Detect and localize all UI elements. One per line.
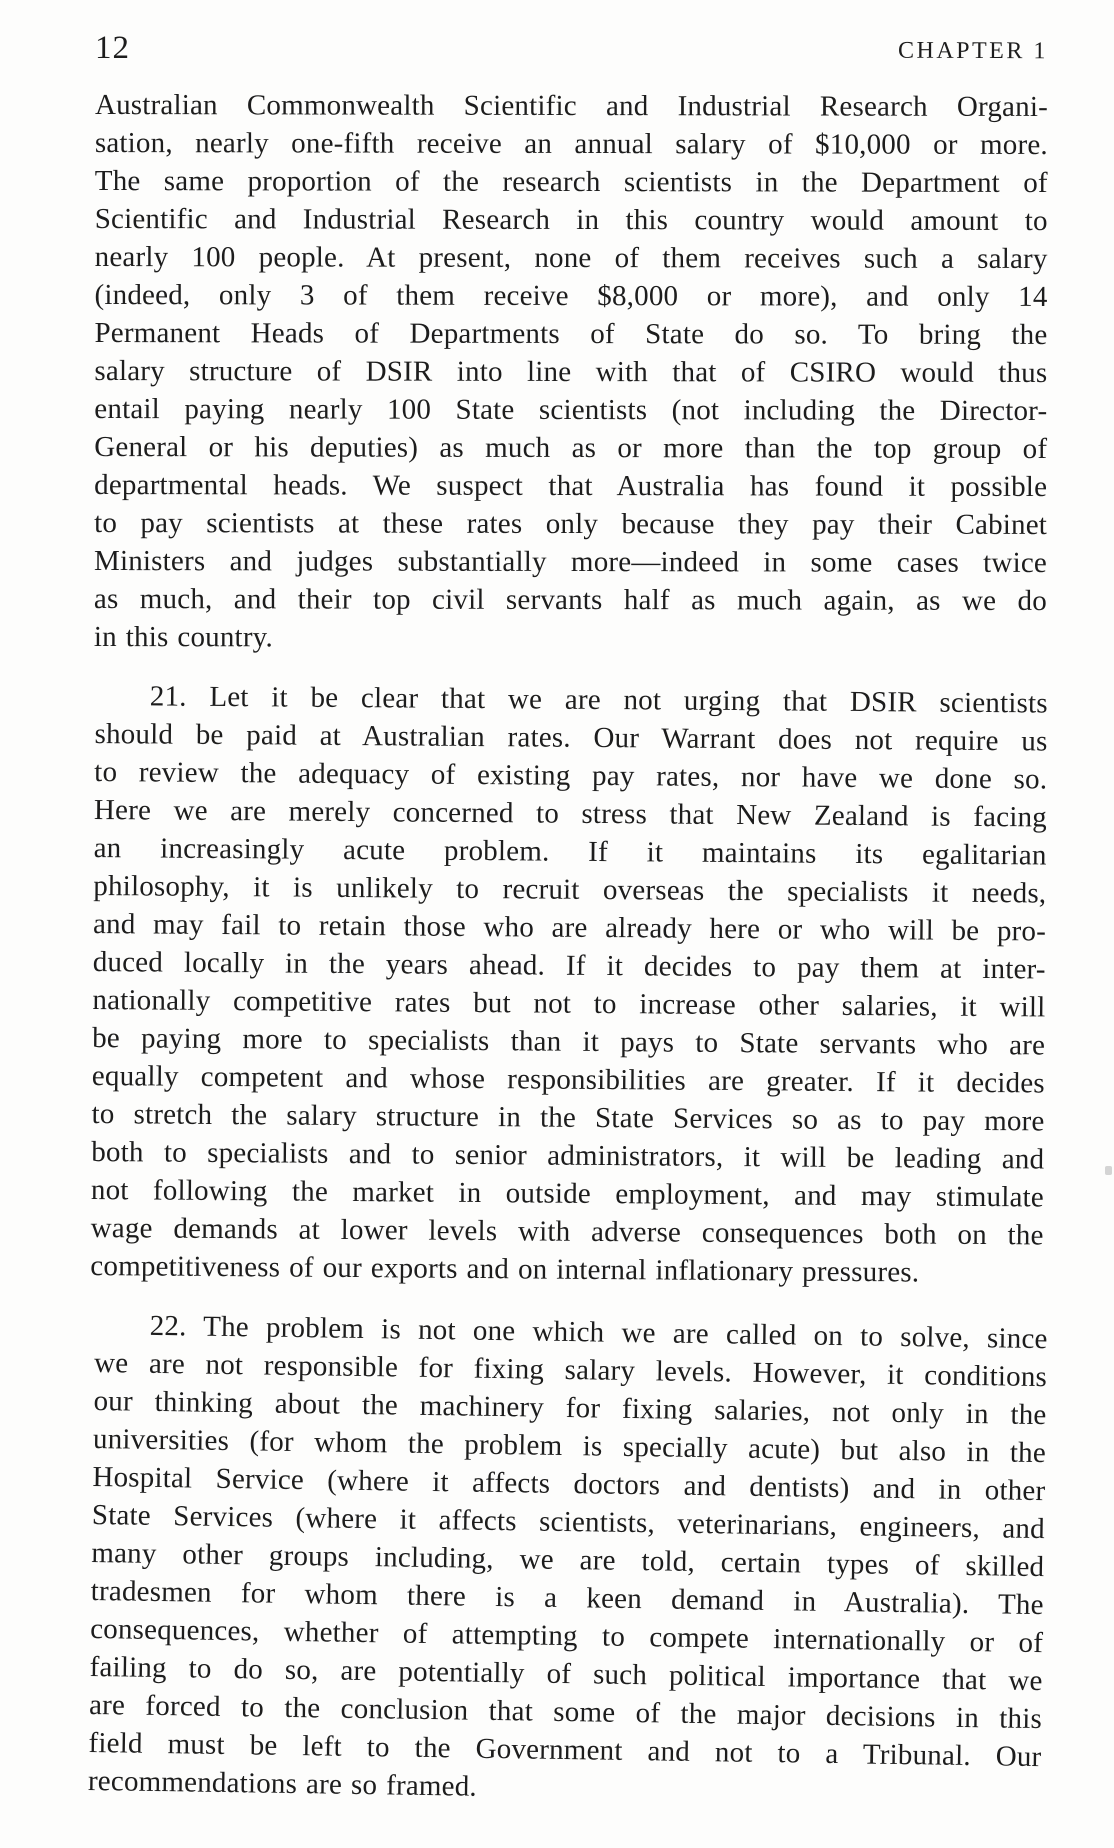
text-line: as much, and their top civil servants half as much again, as we do	[93, 582, 1047, 617]
text-line: wage demands at lower levels with adverse consequences both on the	[90, 1211, 1044, 1252]
running-header	[95, 30, 1048, 67]
text-line: equally competent and whose responsibilities are greater. If it decides	[91, 1059, 1045, 1100]
text-line: Scientific and Industrial Research in this country would amount to	[94, 202, 1048, 237]
text-line: field must be left to the Government and not to a Tribunal. Our	[88, 1726, 1042, 1774]
text-line: salary structure of DSIR into line with that of CSIRO would thus	[94, 354, 1048, 389]
text-line: duced locally in the years ahead. If it decides to pay them at inter-	[92, 945, 1046, 986]
text-line: and may fail to retain those who are already here or who will be pro-	[92, 907, 1047, 948]
text-line: Australian Commonwealth Scientific and Industrial Research Organi-	[94, 88, 1048, 123]
text-line: competitiveness of our exports and on internal inflationary pressures.	[90, 1249, 920, 1289]
body-text	[87, 86, 1048, 1803]
text-line: in this country.	[93, 620, 274, 654]
text-line: should be paid at Australian rates. Our Warrant does not require us	[94, 717, 1048, 758]
text-line: universities (for whom the problem is specially acute) but also in the	[92, 1422, 1047, 1470]
text-line: (indeed, only 3 of them receive $8,000 or more), and only 14	[94, 278, 1048, 313]
text-line: entail paying nearly 100 State scientists (not including the Director-	[94, 392, 1048, 427]
text-line: to pay scientists at these rates only because they pay their Cabinet	[94, 506, 1048, 541]
text-line: to stretch the salary structure in the State Services so as to pay more	[91, 1097, 1045, 1138]
text-line: departmental heads. We suspect that Australia has found it possible	[94, 468, 1048, 503]
text-line: both to specialists and to senior administrators, it will be leading and	[91, 1135, 1045, 1176]
text-line: our thinking about the machinery for fixing salaries, not only in the	[93, 1384, 1047, 1432]
page-number: 12	[95, 30, 130, 66]
paragraph-21	[90, 677, 1048, 1292]
text-line: nationally competitive rates but not to increase other salaries, it will	[92, 983, 1046, 1024]
scan-speck	[1105, 1166, 1112, 1175]
text-line: Permanent Heads of Departments of State do so. To bring the	[94, 316, 1048, 351]
running-title: CHAPTER 1	[898, 37, 1049, 65]
text-line: Hospital Service (where it affects doctors and dentists) and in other	[92, 1460, 1046, 1508]
text-line: State Services (where it affects scientists, veterinarians, engineers, and	[91, 1498, 1046, 1546]
text-line: 22. The problem is not one which we are called on to solve, since	[149, 1309, 1048, 1356]
paragraph-22	[88, 1306, 1048, 1814]
text-line: philosophy, it is unlikely to recruit overseas the specialists it needs,	[93, 869, 1047, 910]
text-line: be paying more to specialists than it pays to State servants who are	[92, 1021, 1046, 1062]
text-line: nearly 100 people. At present, none of them receives such a salary	[94, 240, 1048, 275]
text-line: are forced to the conclusion that some of the major decisions in this	[88, 1688, 1043, 1736]
text-line: The same proportion of the research scientists in the Department of	[94, 164, 1048, 199]
text-line: to review the adequacy of existing pay rates, nor have we done so.	[94, 755, 1048, 796]
text-line: not following the market in outside employment, and may stimulate	[90, 1173, 1045, 1214]
text-line: many other groups including, we are told, certain types of skilled	[91, 1536, 1045, 1584]
text-line: Here we are merely concerned to stress that New Zealand is facing	[93, 793, 1048, 834]
text-line: consequences, whether of attempting to compete internationally or of	[89, 1612, 1044, 1660]
text-line: an increasingly acute problem. If it maintains its egalitarian	[93, 831, 1047, 872]
text-line: Ministers and judges substantially more—indeed in some cases twice	[93, 544, 1048, 579]
text-line: tradesmen for whom there is a keen demand in Australia). The	[90, 1574, 1044, 1622]
text-line: we are not responsible for fixing salary levels. However, it conditions	[93, 1346, 1048, 1394]
text-line: General or his deputies) as much as or more than the top group of	[94, 430, 1048, 465]
text-line: 21. Let it be clear that we are not urging that DSIR scientists	[149, 680, 1048, 720]
text-line: recommendations are so framed.	[87, 1764, 478, 1803]
paragraph-continued	[94, 86, 1048, 658]
text-line: failing to do so, are potentially of such political importance that we	[89, 1650, 1043, 1698]
text-line: sation, nearly one-fifth receive an annual salary of $10,000 or more.	[94, 126, 1048, 161]
